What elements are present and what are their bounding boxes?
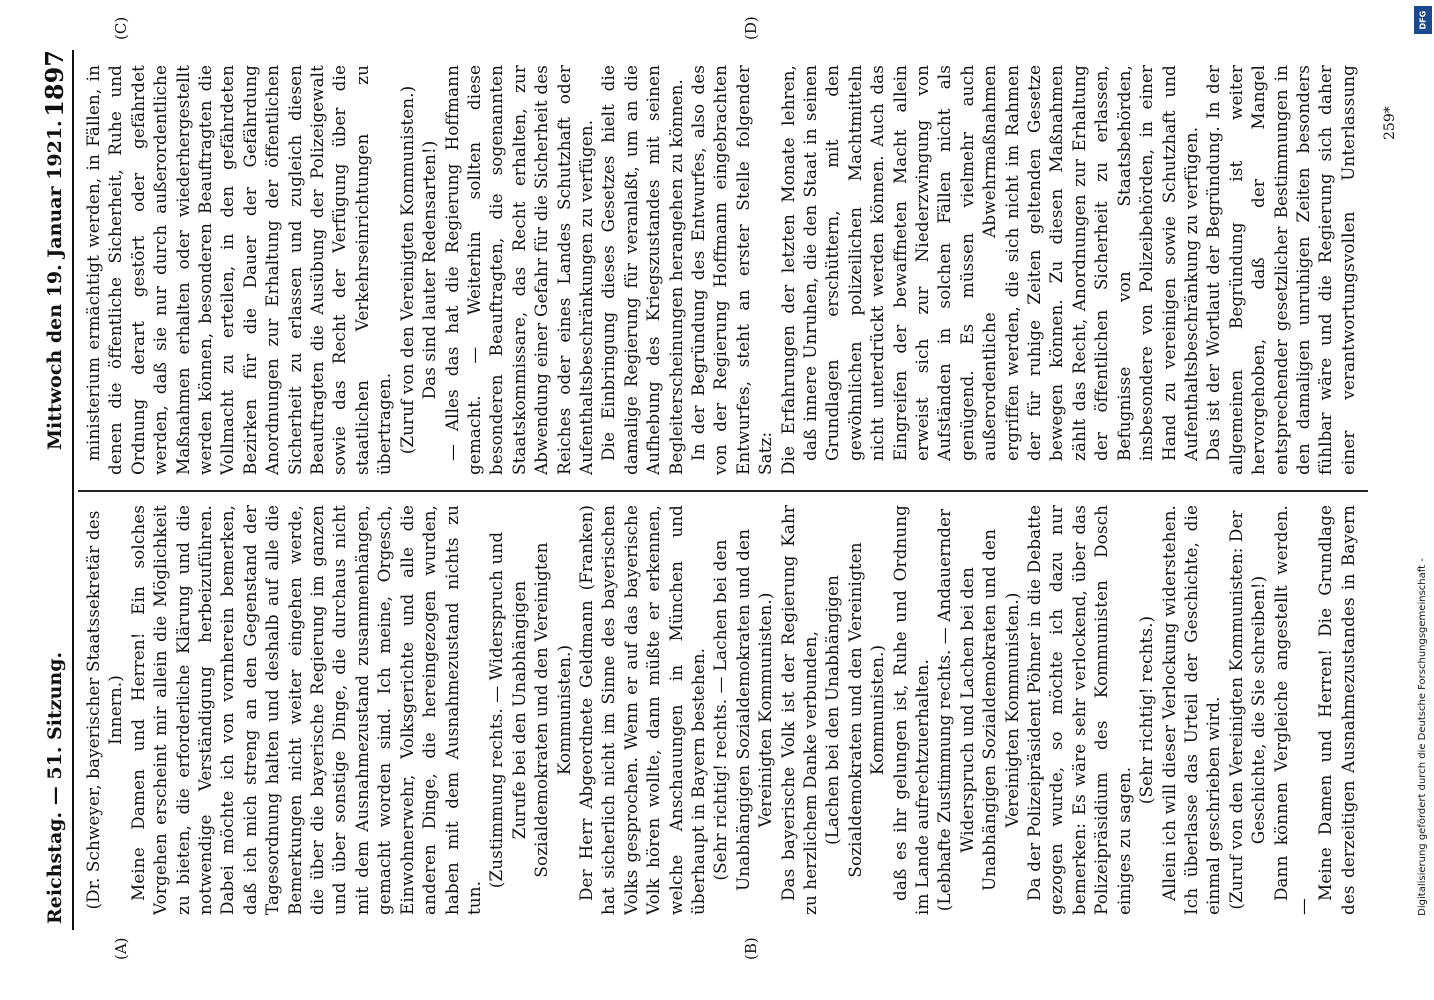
right-column [82,65,1362,475]
paragraph: Die Einbringung dieses Gesetzes hielt die damalige Regierung für veranlaßt, um an die Aufhebung des Kriegszustandes mit seinen Begleiterscheinungen herangehen zu können. [598,65,686,475]
paragraph: Das sind lauter Redensarten!) [419,140,440,400]
margin-marker-a: (A) [112,937,130,960]
margin-marker-b: (B) [742,937,760,960]
margin-marker-c: (C) [112,16,130,40]
paragraph: (Zustimmung rechts. — Widerspruch und Zurufe bei den Unabhängigen Sozialdemokraten und den Vereinigten Kommunisten.) [486,531,574,889]
paragraph: — Alles das hat die Regierung Hoffmann gemacht. — Weiterhin sollten diese besonderen Beauftragten, die sogenannten Staatskommissare, das Recht erhalten, zur Abwendung einer Gefahr für die Sicherheit des Reiches oder eines Landes Schutzhaft oder Aufenthaltsbeschränkungen zu verfügen. [441,65,596,475]
page-footer-number: 259* [1382,106,1398,140]
paragraph: Meine Damen und Herren! Ein solches Vorgehen erscheint mir allein die Möglichkeit zu bieten, die erforderliche Klärung und die notwendige Verständigung herbeizuführen. Dabei möchte ich von vornherein bemerken, daß ich mich streng an den Gegenstand der Tagesordnung halten und deshalb auf alle die Bemerkungen nicht weiter eingehen werde, die über die bayerische Regierung im ganzen und über sonstige Dinge, die durchaus nicht mit dem Ausnahmezustand zusammenhängen, gemacht worden sind. Ich meine, Orgesch, Einwohnerwehr, Volksgerichte und alle die anderen Dinge, die hereingezogen wurden, haben mit dem Ausnahmezustand nichts zu tun. [127,505,484,915]
paragraph: In der Begründung des Entwurfes, also des von der Regierung Hoffmann eingebrachten Entwurfes, steht an erster Stelle folgender Satz: [687,65,776,475]
paragraph: (Sehr richtig! rechts. — Lachen bei den Unabhängigen Sozialdemokraten und den Vereinigten Kommunisten.) [710,529,776,891]
page-header [40,50,70,930]
margin-marker-d: (D) [742,16,760,40]
paragraph: (Sehr richtig! rechts.) [1136,615,1157,805]
digitization-credit-text: Digitalisierung gefördert durch die Deutsche Forschungsgemeinschaft - [1417,558,1428,916]
paragraph: ministerium ermächtigt werden, in Fällen, in denen die öffentliche Sicherheit, Ruhe und Ordnung derart gestört oder gefährdet werden, daß sie nur durch außerordentliche Maßnahmen erhalten oder wiederhergestellt werden können, besonderen Beauftragten die Vollmacht zu erteilen, in den gefährdeten Bezirken für die Dauer der Gefährdung Anordnungen zur Erhaltung der öffentlichen Sicherheit zu erlassen und zugleich diesen Beauftragten die Ausübung der Polizeigewalt sowie das Recht der Verfügung über die staatlichen Verkehrseinrichtungen zu übertragen. [83,65,395,475]
paragraph: (Lebhafte Zustimmung rechts. — Andauernder Widerspruch und Lachen bei den Unabhängigen Sozialdemokraten und den Vereinigten Kommunisten.) [934,508,1022,912]
digitization-credit [1414,500,1434,980]
paragraph: (Dr. Schweyer, bayerischer Staatssekretär des Innern.) [83,510,126,910]
paragraph: (Lachen bei den Unabhängigen Sozialdemokraten und den Vereinigten Kommunisten.) [822,542,888,878]
header-session: Reichstag. — 51. Sitzung. [44,651,66,924]
paragraph: (Zuruf von den Vereinigten Kommunisten: Der Geschichte, die Sie schreiben!) [1225,510,1269,910]
header-rule [72,50,74,930]
paragraph: Allein ich will dieser Verlockung widerstehen. Ich überlasse das Urteil der Geschichte, die einmal geschrieben wird. [1158,505,1224,915]
paragraph: Meine Damen und Herren! Die Grundlage des derzeitigen Ausnahmezustandes in Bayern [1315,505,1358,915]
paragraph: Der Herr Abgeordnete Geldmann (Franken) hat sicherlich nicht im Sinne des bayerischen Volks gesprochen. Wenn er auf das bayerische Volk hören wollte, dann müßte er erkennen, welche Anschauungen in München und überhaupt in Bayern bestehen. [575,505,708,915]
paragraph: Dann können Vergleiche angestellt werden. — [1270,505,1313,915]
column-separator [78,490,1368,492]
paragraph: daß es ihr gelungen ist, Ruhe und Ordnung im Lande aufrechtzuerhalten. [889,505,933,915]
dfg-logo [1414,6,1432,34]
header-date: Mittwoch den 19. Januar 1921. [44,120,66,450]
paragraph: (Zuruf von den Vereinigten Kommunisten.) [396,85,417,455]
paragraph: Da der Polizeipräsident Pöhner in die Debatte gezogen wurde, so möchte ich dazu nur bemerken: Es wäre sehr verlockend, über das Polizeipräsidium des Kommunisten Dosch einiges zu sagen. [1024,505,1134,915]
paragraph: Das ist der Wortlaut der Begründung. In der allgemeinen Begründung ist weiter hervorgehoben, daß der Mangel entsprechender gesetzlicher Bestimmungen in den damaligen unruhigen Zeiten besonders fühlbar wäre und die Regierung sich daher einer verantwortungsvollen Unterlassung [1203,65,1358,475]
paragraph: Die Erfahrungen der letzten Monate lehren, daß innere Unruhen, die den Staat in seinen Grundlagen erschüttern, mit den gewöhnlichen polizeilichen Machtmitteln nicht unterdrückt werden können. Auch das Eingreifen der bewaffneten Macht allein erweist sich zur Niederzwingung von Aufständen in solchen Fällen nicht als genügend. Es müssen vielmehr auch außerordentliche Abwehrmaßnahmen ergriffen werden, die sich nicht im Rahmen der für ruhige Zeiten geltenden Gesetze bewegen können. Zu diesen Maßnahmen zählt das Recht, Anordnungen zur Erhaltung der öffentlichen Sicherheit zu erlassen, Befugnisse von Staatsbehörden, insbesondere von Polizeibehörden, in einer Hand zu vereinigen sowie Schutzhaft und Aufenthaltsbeschränkung zu verfügen. [777,65,1201,475]
paragraph: Das bayerische Volk ist der Regierung Kahr zu herzlichem Danke verbunden, [777,505,820,915]
dfg-logo-text: DFG [1418,10,1428,30]
left-column [82,505,1362,915]
header-page-number: 1897 [40,50,69,117]
